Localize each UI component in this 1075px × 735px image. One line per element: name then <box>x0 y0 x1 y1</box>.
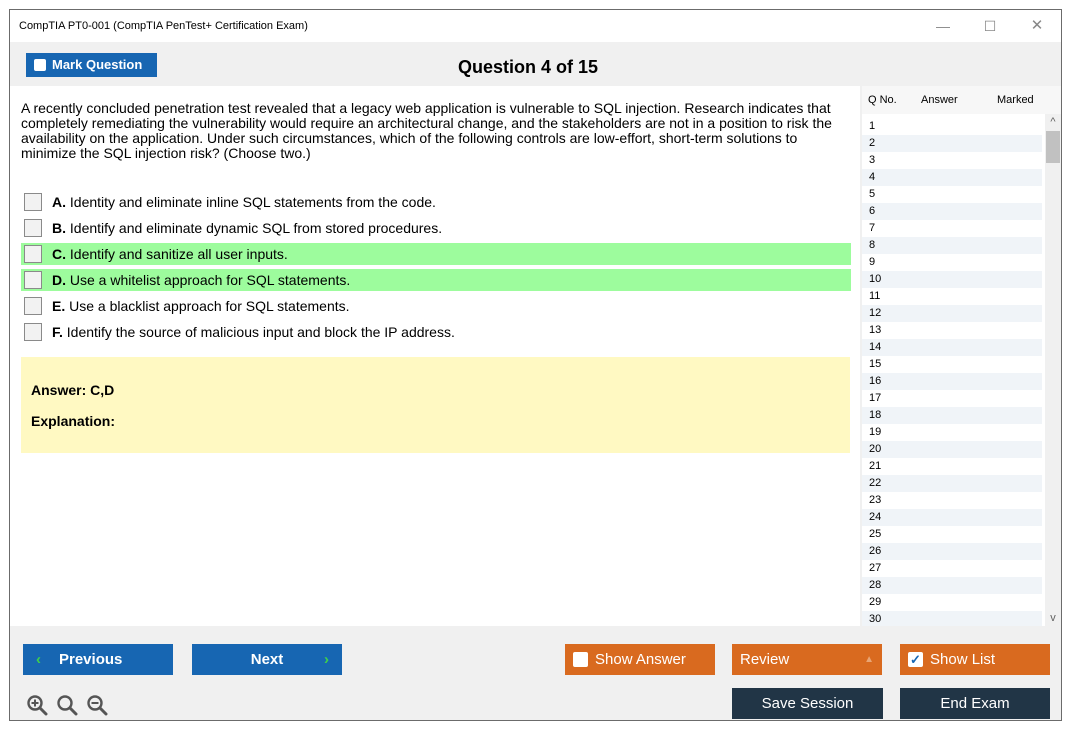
question-number: 11 <box>869 290 881 302</box>
question-number: 29 <box>869 596 882 608</box>
question-number: 27 <box>869 562 882 574</box>
option-letter: C. <box>52 246 66 262</box>
question-panel <box>10 86 860 626</box>
save-session-button[interactable]: Save Session <box>732 688 883 719</box>
question-number: 17 <box>869 392 882 404</box>
question-list-row[interactable] <box>862 509 1042 526</box>
question-number: 22 <box>869 477 882 489</box>
option-b-checkbox[interactable] <box>24 219 42 237</box>
question-list-row[interactable] <box>862 186 1042 203</box>
question-number: 15 <box>869 358 882 370</box>
option-c-text <box>52 246 288 262</box>
maximize-button[interactable]: ☐ <box>983 18 997 34</box>
question-list-row[interactable] <box>862 118 1042 135</box>
option-e-checkbox[interactable] <box>24 297 42 315</box>
question-number: 25 <box>869 528 882 540</box>
question-list-row[interactable] <box>862 169 1042 186</box>
window-title: CompTIA PT0-001 (CompTIA PenTest+ Certification Exam) <box>19 20 308 32</box>
question-number: 4 <box>869 171 876 183</box>
option-label: Identify the source of malicious input and block the IP address. <box>62 324 455 340</box>
previous-label: Previous <box>59 651 123 668</box>
question-number: 16 <box>869 375 882 387</box>
question-number: 28 <box>869 579 882 591</box>
show-list-label: Show List <box>930 651 996 668</box>
question-list-row[interactable] <box>862 492 1042 509</box>
question-number: 26 <box>869 545 882 557</box>
question-list-row[interactable] <box>862 220 1042 237</box>
footer-toolbar <box>10 626 1062 721</box>
question-list-row[interactable] <box>862 560 1042 577</box>
question-list-row[interactable] <box>862 152 1042 169</box>
review-label: Review <box>740 651 790 668</box>
chevron-left-icon: ‹ <box>36 651 41 668</box>
answer-text: Answer: C,D <box>31 382 115 398</box>
zoom-reset-icon[interactable] <box>56 694 78 716</box>
exam-header <box>10 42 1062 86</box>
option-b-text <box>52 220 442 236</box>
option-a[interactable] <box>21 191 851 213</box>
question-list-row[interactable] <box>862 407 1042 424</box>
next-label: Next <box>250 651 284 668</box>
question-list-row[interactable] <box>862 237 1042 254</box>
option-label: Use a whitelist approach for SQL statements. <box>66 272 351 288</box>
next-button[interactable] <box>192 644 342 675</box>
question-number: 3 <box>869 154 876 166</box>
minimize-button[interactable]: — <box>936 18 950 34</box>
option-label: Identify and eliminate dynamic SQL from stored procedures. <box>66 220 443 236</box>
end-exam-button[interactable]: End Exam <box>900 688 1050 719</box>
question-list-row[interactable] <box>862 594 1042 611</box>
column-qno: Q No. <box>868 94 897 106</box>
question-number: 9 <box>869 256 876 268</box>
question-counter: Question 4 of 15 <box>457 57 599 77</box>
option-label: Use a blacklist approach for SQL statements. <box>65 298 350 314</box>
question-list-row[interactable] <box>862 458 1042 475</box>
question-list-row[interactable] <box>862 424 1042 441</box>
option-d-text <box>52 272 350 288</box>
show-list-checkbox[interactable]: ✓ <box>908 652 923 667</box>
zoom-in-icon[interactable] <box>26 694 48 716</box>
question-list-row[interactable] <box>862 475 1042 492</box>
question-text: A recently concluded penetration test revealed that a legacy web application is vulnerable to SQL injection. Research indicates that completely remediating the vulnerability would require an architectural change, and the stakeholders are not in a position to risk the availability on the application. Under such circumstances, which of the following controls are low-effort, short-term solutions to minimize the SQL injection risk? (Choose two.) <box>21 100 832 161</box>
question-list-row[interactable] <box>862 288 1042 305</box>
question-number: 30 <box>869 613 882 625</box>
dropdown-arrow-icon: ▲ <box>864 654 874 665</box>
chevron-right-icon: › <box>324 651 329 668</box>
question-list-row[interactable] <box>862 254 1042 271</box>
question-list-row[interactable] <box>862 271 1042 288</box>
answer-panel <box>21 357 850 453</box>
question-list-header <box>862 86 1061 114</box>
option-letter: A. <box>52 194 66 210</box>
option-letter: E. <box>52 298 66 314</box>
scroll-down-arrow[interactable]: v <box>1050 612 1056 624</box>
question-list-row[interactable] <box>862 526 1042 543</box>
question-list-scrollbar[interactable] <box>1045 114 1061 626</box>
option-letter: F. <box>52 324 63 340</box>
option-letter: D. <box>52 272 66 288</box>
question-list-row[interactable] <box>862 441 1042 458</box>
question-number: 10 <box>869 273 882 285</box>
option-c[interactable] <box>21 243 851 265</box>
title-bar <box>10 10 1061 42</box>
question-number: 24 <box>869 511 882 523</box>
question-list <box>862 86 1061 626</box>
question-number: 6 <box>869 205 876 217</box>
question-number: 19 <box>869 426 882 438</box>
question-list-row[interactable] <box>862 305 1042 322</box>
option-d[interactable] <box>21 269 851 291</box>
previous-button[interactable] <box>23 644 173 675</box>
option-f-text <box>52 324 455 340</box>
option-e-text <box>52 298 350 314</box>
option-d-checkbox[interactable] <box>24 271 42 289</box>
mark-question-label: Mark Question <box>52 57 143 72</box>
show-answer-label: Show Answer <box>595 651 686 668</box>
question-list-row[interactable] <box>862 543 1042 560</box>
app-window <box>9 9 1062 721</box>
question-list-row[interactable] <box>862 577 1042 594</box>
question-list-row[interactable] <box>862 373 1042 390</box>
show-answer-checkbox[interactable] <box>573 652 588 667</box>
option-label: Identify and sanitize all user inputs. <box>66 246 288 262</box>
question-number: 12 <box>869 307 882 319</box>
question-number: 18 <box>869 409 882 421</box>
show-list-button[interactable] <box>900 644 1050 675</box>
zoom-out-icon[interactable] <box>86 694 108 716</box>
question-number: 14 <box>869 341 882 353</box>
scroll-thumb[interactable] <box>1046 131 1060 163</box>
question-number: 21 <box>869 460 882 472</box>
close-button[interactable]: ✕ <box>1030 17 1044 34</box>
review-dropdown[interactable] <box>732 644 882 675</box>
question-number: 8 <box>869 239 876 251</box>
question-list-row[interactable] <box>862 339 1042 356</box>
question-list-row[interactable] <box>862 203 1042 220</box>
question-list-row[interactable] <box>862 390 1042 407</box>
option-f-checkbox[interactable] <box>24 323 42 341</box>
show-answer-button[interactable] <box>565 644 715 675</box>
column-answer: Answer <box>921 94 958 106</box>
option-b[interactable] <box>21 217 851 239</box>
option-a-checkbox[interactable] <box>24 193 42 211</box>
option-f[interactable] <box>21 321 851 343</box>
explanation-label: Explanation: <box>31 413 116 429</box>
question-list-row[interactable] <box>862 322 1042 339</box>
question-number: 2 <box>869 137 876 149</box>
question-number: 7 <box>869 222 876 234</box>
option-label: Identity and eliminate inline SQL statements from the code. <box>66 194 436 210</box>
option-c-checkbox[interactable] <box>24 245 42 263</box>
question-number: 20 <box>869 443 882 455</box>
question-number: 23 <box>869 494 882 506</box>
question-number: 13 <box>869 324 882 336</box>
option-e[interactable] <box>21 295 851 317</box>
question-number: 5 <box>869 188 876 200</box>
column-marked: Marked <box>997 94 1034 106</box>
question-list-row[interactable] <box>862 135 1042 152</box>
question-number: 1 <box>869 120 876 132</box>
scroll-up-arrow[interactable]: ^ <box>1050 116 1056 128</box>
question-list-row[interactable] <box>862 356 1042 373</box>
option-a-text <box>52 194 436 210</box>
option-letter: B. <box>52 220 66 236</box>
